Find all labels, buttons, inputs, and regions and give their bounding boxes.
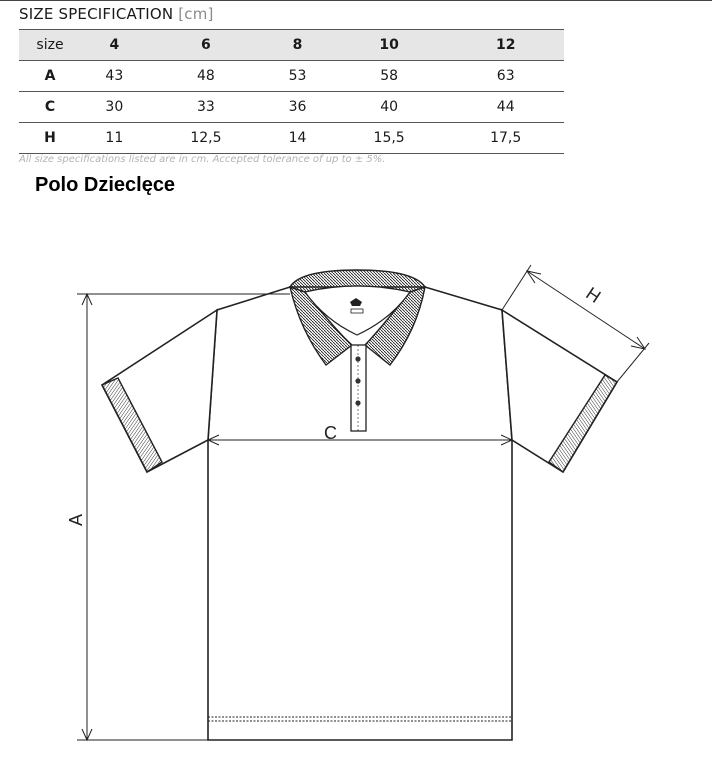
button-icon [355,356,360,361]
table-row-h [19,123,564,154]
row-label: C [19,92,81,123]
table-cell: 30 [81,92,148,123]
button-icon [355,400,360,405]
size-table [19,29,564,154]
size-col-6: 6 [148,30,265,61]
row-label: H [19,123,81,154]
table-cell: 15,5 [331,123,448,154]
table-row-c [19,92,564,123]
dimension-c-label: C [324,423,337,443]
table-cell: 44 [447,92,564,123]
spec-title-text: SIZE SPECIFICATION [19,5,174,23]
spec-unit: [cm] [178,5,214,23]
size-col-8: 8 [264,30,331,61]
table-cell: 33 [148,92,265,123]
size-col-12: 12 [447,30,564,61]
table-cell: 12,5 [148,123,265,154]
button-icon [355,378,360,383]
dimension-a-label: A [66,513,86,527]
dimension-h-ext-top [502,265,531,310]
table-cell: 11 [81,123,148,154]
dimension-h-label: H [582,283,605,307]
table-cell: 53 [264,61,331,92]
table-cell: 36 [264,92,331,123]
table-cell: 40 [331,92,448,123]
table-row-a [19,61,564,92]
top-rule [0,0,712,1]
size-col-4: 4 [81,30,148,61]
table-cell: 14 [264,123,331,154]
table-cell: 58 [331,61,448,92]
table-cell: 63 [447,61,564,92]
product-title: Polo Dzieclęce [35,174,176,196]
polo-diagram [0,200,712,774]
tolerance-note: All size specifications listed are in cm. Accepted tolerance of up to ± 5%. [19,154,386,165]
table-cell: 43 [81,61,148,92]
table-cell: 17,5 [447,123,564,154]
size-header-label: size [19,30,81,61]
row-label: A [19,61,81,92]
spec-title [19,5,214,23]
table-cell: 48 [148,61,265,92]
size-header-row [19,30,564,61]
size-col-10: 10 [331,30,448,61]
